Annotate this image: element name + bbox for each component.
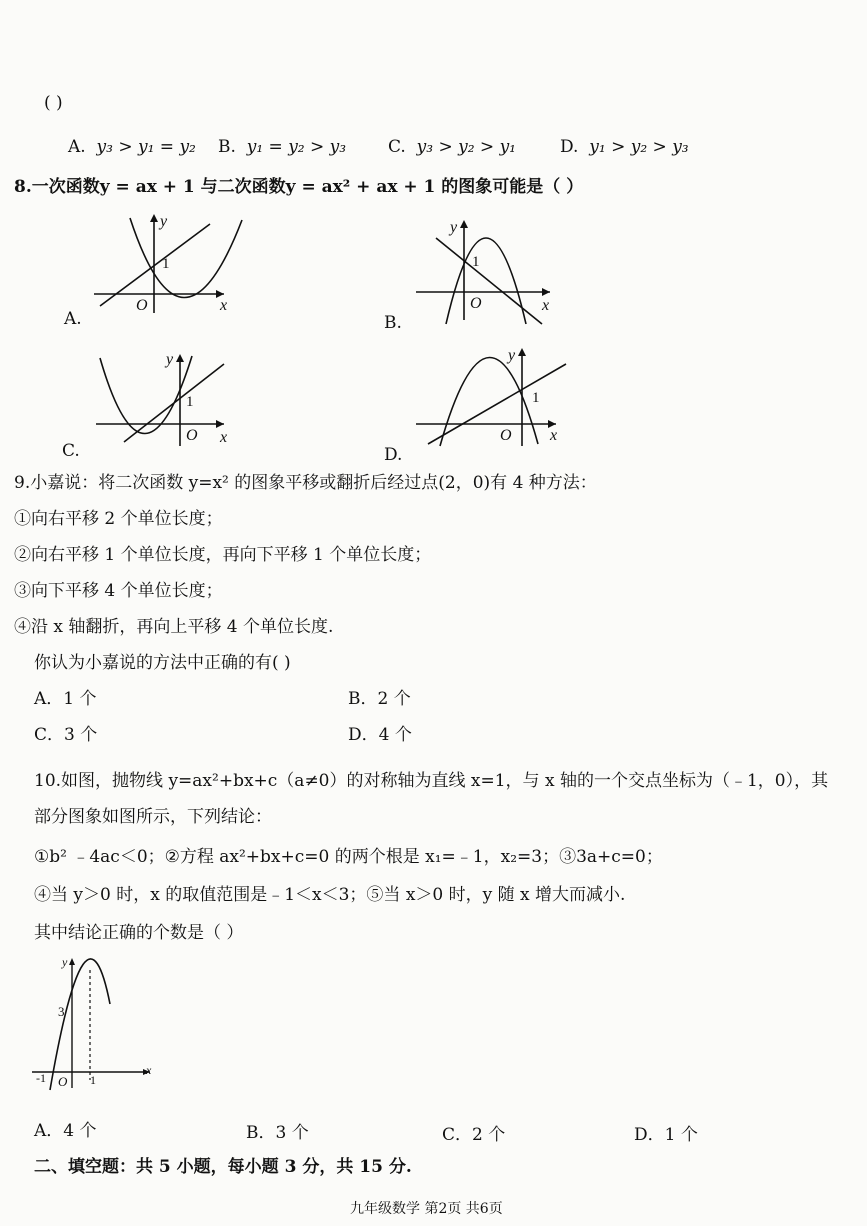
y-intercept-label: 3 bbox=[58, 1004, 65, 1019]
q10-conclusions-line1: ①b² ﹣4ac＜0；②方程 ax²+bx+c=0 的两个根是 x₁=﹣1，x₂=3；③3a+c=0； bbox=[34, 847, 663, 867]
q8-graph-b bbox=[414, 212, 564, 328]
parabola-graph bbox=[130, 218, 242, 298]
q10-option-d: D．1 个 bbox=[634, 1125, 698, 1145]
line-graph bbox=[428, 364, 566, 444]
intercept-label: 1 bbox=[186, 394, 194, 410]
q9-method-4: ④沿 x 轴翻折，再向上平移 4 个单位长度. bbox=[14, 617, 334, 637]
y-label: y bbox=[450, 219, 458, 236]
q9-option-c: C．3 个 bbox=[34, 725, 98, 745]
page-footer: 九年级数学 第2页 共6页 bbox=[350, 1201, 503, 1217]
option-letter: D. bbox=[560, 137, 579, 157]
q7-answer-paren: ( ) bbox=[44, 93, 63, 113]
q7-option-b bbox=[218, 136, 346, 158]
q8-option-b: B. bbox=[384, 313, 402, 333]
q10-option-a: A．4 个 bbox=[34, 1121, 97, 1141]
origin-label: O bbox=[470, 295, 482, 312]
q9-method-3: ③向下平移 4 个单位长度； bbox=[14, 581, 223, 601]
q9-stem: 9.小嘉说：将二次函数 y=x² 的图象平移或翻折后经过点(2，0)有 4 种方法： bbox=[14, 473, 597, 493]
origin-label: O bbox=[136, 297, 148, 314]
parabola-graph bbox=[100, 356, 192, 434]
parabola-graph bbox=[446, 238, 526, 324]
q9-option-a: A．1 个 bbox=[34, 689, 97, 709]
symmetry-label: 1 bbox=[90, 1073, 96, 1087]
q9-method-2: ②向右平移 1 个单位长度，再向下平移 1 个单位长度； bbox=[14, 545, 432, 565]
q10-option-c: C．2 个 bbox=[442, 1125, 506, 1145]
x-label: x bbox=[542, 297, 550, 314]
x-label: x bbox=[220, 429, 228, 446]
option-letter: A. bbox=[68, 137, 86, 157]
y-arrow bbox=[518, 348, 526, 356]
y-label: y bbox=[166, 351, 174, 368]
x-label: x bbox=[146, 1063, 152, 1077]
line-graph bbox=[436, 238, 542, 324]
x-arrow bbox=[542, 288, 550, 296]
origin-label: O bbox=[186, 427, 198, 444]
option-letter: C. bbox=[388, 137, 406, 157]
section-2-heading: 二、填空题：共 5 小题，每小题 3 分，共 15 分. bbox=[34, 1157, 412, 1177]
root-label: -1 bbox=[36, 1071, 46, 1085]
origin-label: O bbox=[500, 427, 512, 444]
q10-stem-line1: 10.如图，抛物线 y=ax²+bx+c（a≠0）的对称轴为直线 x=1，与 x 轴的一个交点坐标为（﹣1，0），其 bbox=[34, 771, 829, 791]
q9-option-d: D．4 个 bbox=[348, 725, 412, 745]
y-arrow bbox=[150, 214, 158, 222]
q10-option-b: B．3 个 bbox=[246, 1123, 309, 1143]
q8-stem: 8.一次函数y = ax + 1 与二次函数y = ax² + ax + 1 的图象可能是（ ） bbox=[14, 177, 584, 197]
y-arrow bbox=[176, 354, 184, 362]
q9-question: 你认为小嘉说的方法中正确的有( ) bbox=[34, 653, 291, 673]
q10-conclusions-line2: ④当 y＞0 时，x 的取值范围是﹣1＜x＜3；⑤当 x＞0 时，y 随 x 增大而减小. bbox=[34, 885, 626, 905]
q7-option-a bbox=[68, 136, 196, 158]
intercept-label: 1 bbox=[532, 390, 540, 406]
option-text: y₁ = y₂ > y₃ bbox=[246, 137, 347, 157]
y-label: y bbox=[508, 347, 516, 364]
option-letter: B. bbox=[218, 137, 236, 157]
option-text: y₃ > y₂ > y₁ bbox=[416, 137, 516, 157]
q7-option-d bbox=[560, 136, 689, 158]
parabola-graph bbox=[440, 357, 538, 446]
origin-label: O bbox=[58, 1074, 68, 1089]
q8-option-a: A. bbox=[64, 309, 82, 329]
y-arrow bbox=[69, 958, 75, 965]
x-label: x bbox=[220, 297, 228, 314]
q7-option-c bbox=[388, 136, 516, 158]
q8-graph-c bbox=[94, 346, 244, 450]
option-text: y₃ > y₁ = y₂ bbox=[96, 137, 196, 157]
q8-graph-d bbox=[414, 340, 568, 452]
option-text: y₁ > y₂ > y₃ bbox=[589, 137, 689, 157]
q8-graph-a bbox=[92, 208, 252, 318]
intercept-label: 1 bbox=[472, 254, 480, 270]
y-arrow bbox=[460, 220, 468, 228]
q10-graph bbox=[30, 952, 160, 1092]
parabola-graph bbox=[50, 959, 110, 1090]
q10-question: 其中结论正确的个数是（ ） bbox=[34, 923, 244, 943]
q9-option-b: B．2 个 bbox=[348, 689, 411, 709]
y-label: y bbox=[62, 955, 68, 969]
y-label: y bbox=[160, 213, 168, 230]
x-arrow bbox=[216, 420, 224, 428]
q8-option-d: D. bbox=[384, 445, 403, 465]
q10-stem-line2: 部分图象如图所示，下列结论： bbox=[34, 807, 272, 827]
q8-option-c: C. bbox=[62, 441, 80, 461]
intercept-label: 1 bbox=[162, 256, 170, 272]
x-label: x bbox=[550, 427, 558, 444]
q9-method-1: ①向右平移 2 个单位长度； bbox=[14, 509, 223, 529]
